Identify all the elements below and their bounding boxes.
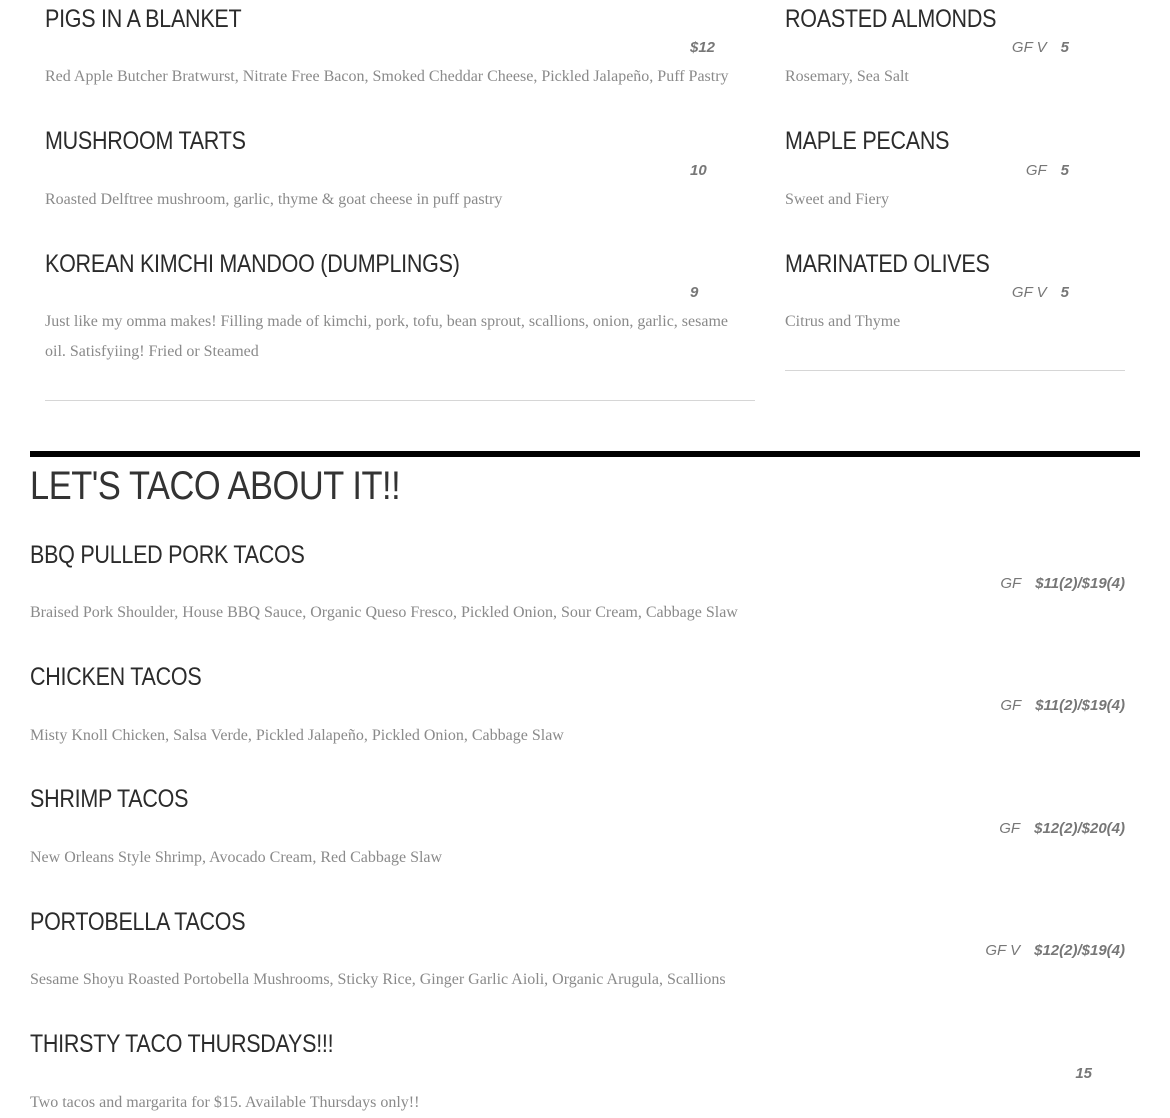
column-divider-right: [785, 370, 1125, 371]
price-amount: $11(2)/$19(4): [1035, 575, 1125, 592]
item-description: Citrus and Thyme: [785, 313, 901, 330]
item-description: Just like my omma makes! Filling made of kimchi, pork, tofu, bean sprout, scallions, onion, garlic, sesame oil. Satisfyiing! Fried or Steamed: [45, 313, 728, 360]
section-rule: [30, 451, 1140, 457]
item-price: [1012, 285, 1069, 300]
item-description: Two tacos and margarita for $15. Available Thursdays only!!: [30, 1094, 420, 1111]
dietary-tags: GF V: [985, 942, 1021, 959]
price-amount: 9: [690, 284, 699, 301]
item-price: [999, 821, 1125, 836]
item-price: [1075, 1066, 1092, 1081]
dietary-tags: GF: [1000, 575, 1022, 592]
item-price: [1012, 40, 1069, 55]
item-name: SHRIMP TACOS: [30, 785, 189, 813]
item-name: MAPLE PECANS: [785, 127, 950, 155]
item-name: BBQ PULLED PORK TACOS: [30, 541, 305, 569]
section-title: LET'S TACO ABOUT IT!!: [30, 464, 401, 508]
column-divider-left: [45, 400, 755, 401]
dietary-tags: GF: [999, 820, 1021, 837]
dietary-tags: GF: [1000, 697, 1022, 714]
item-description: Sesame Shoyu Roasted Portobella Mushrooms, Sticky Rice, Ginger Garlic Aioli, Organic Arugula, Scallions: [30, 971, 726, 988]
item-name: MUSHROOM TARTS: [45, 127, 246, 155]
item-price: [1026, 163, 1069, 178]
price-amount: 5: [1060, 284, 1069, 301]
price-amount: $12(2)/$20(4): [1034, 820, 1125, 837]
price-amount: 15: [1075, 1065, 1092, 1082]
item-name: CHICKEN TACOS: [30, 663, 202, 691]
price-amount: 5: [1060, 162, 1069, 179]
price-amount: $11(2)/$19(4): [1035, 697, 1125, 714]
item-price: [690, 285, 698, 300]
item-name: THIRSTY TACO THURSDAYS!!!: [30, 1030, 334, 1058]
item-name: ROASTED ALMONDS: [785, 5, 997, 33]
item-description: Roasted Delftree mushroom, garlic, thyme & goat cheese in puff pastry: [45, 191, 503, 208]
item-description: Braised Pork Shoulder, House BBQ Sauce, Organic Queso Fresco, Pickled Onion, Sour Cream, Cabbage Slaw: [30, 604, 738, 621]
item-description: Misty Knoll Chicken, Salsa Verde, Pickled Jalapeño, Pickled Onion, Cabbage Slaw: [30, 727, 564, 744]
item-price: [690, 40, 715, 55]
item-price: [1000, 698, 1125, 713]
item-price: [985, 943, 1125, 958]
item-description: Sweet and Fiery: [785, 191, 889, 208]
item-price: [1000, 576, 1125, 591]
price-amount: 5: [1060, 39, 1069, 56]
dietary-tags: GF: [1025, 162, 1047, 179]
price-amount: $12(2)/$19(4): [1034, 942, 1125, 959]
item-price: [690, 163, 707, 178]
item-name: PIGS IN A BLANKET: [45, 5, 242, 33]
item-name: MARINATED OLIVES: [785, 250, 990, 278]
price-amount: $12: [690, 39, 716, 56]
item-description: New Orleans Style Shrimp, Avocado Cream, Red Cabbage Slaw: [30, 849, 443, 866]
price-amount: 10: [690, 162, 707, 179]
item-name: PORTOBELLA TACOS: [30, 908, 246, 936]
dietary-tags: GF V: [1011, 284, 1047, 301]
item-description: Rosemary, Sea Salt: [785, 68, 909, 85]
dietary-tags: GF V: [1011, 39, 1047, 56]
item-description: Red Apple Butcher Bratwurst, Nitrate Free Bacon, Smoked Cheddar Cheese, Pickled Jalapeño, Puff Pastry: [45, 68, 729, 85]
item-name: KOREAN KIMCHI MANDOO (DUMPLINGS): [45, 250, 460, 278]
